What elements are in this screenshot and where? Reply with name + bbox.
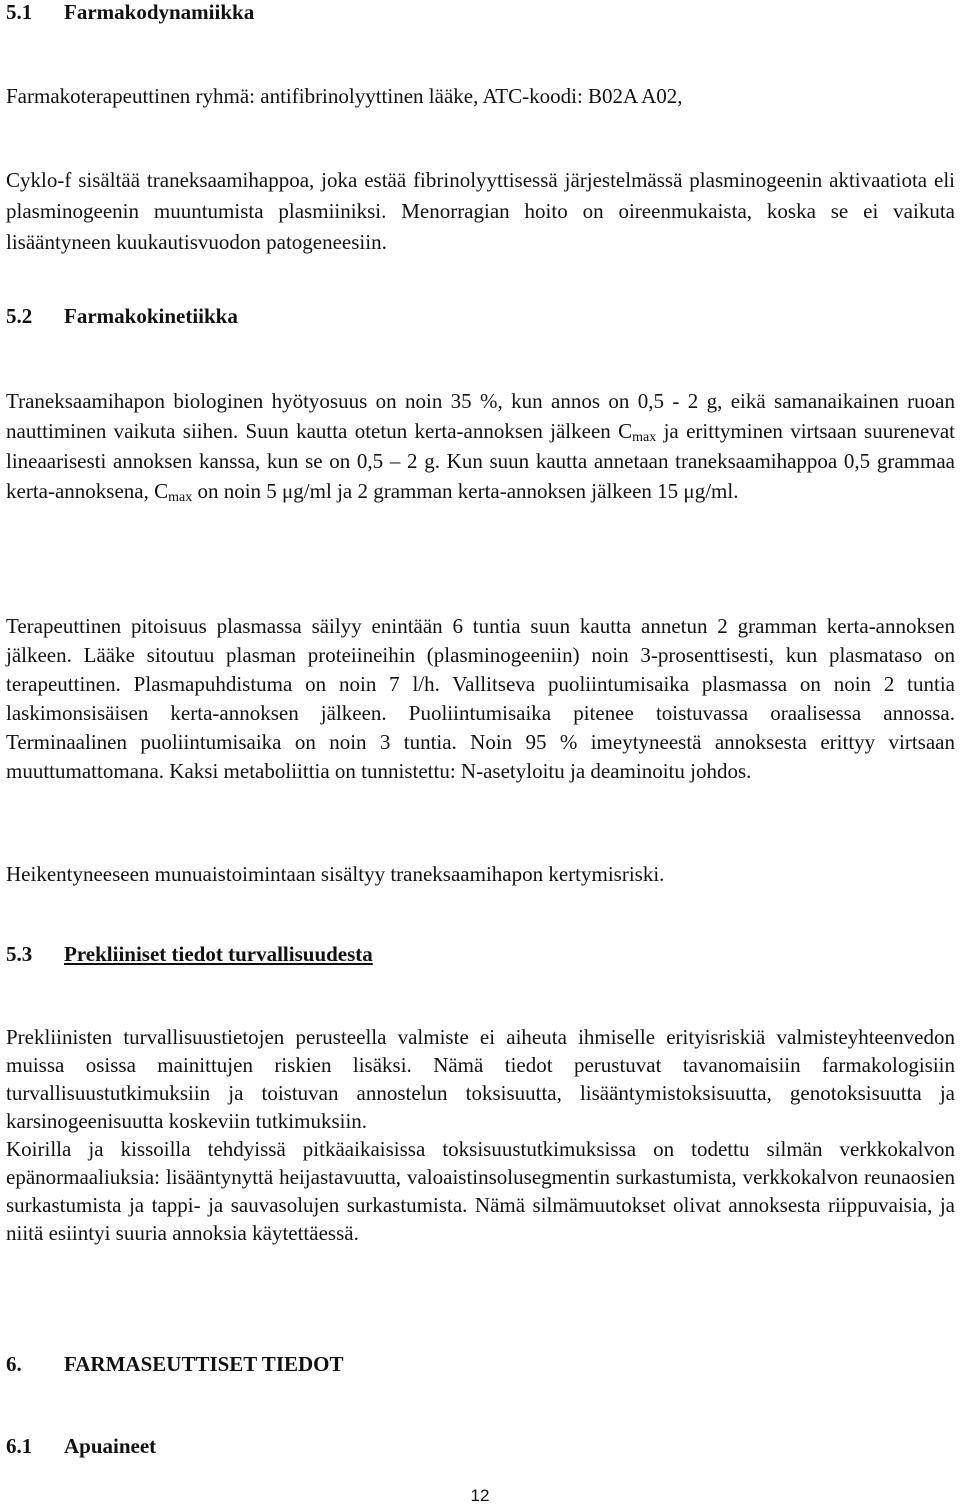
page-number: 12 (470, 1486, 490, 1505)
section-title: Apuaineet (64, 1434, 157, 1458)
pharmacotherapeutic-group: Farmakoterapeuttinen ryhmä: antifibrinolyyttinen lääke, ATC-koodi: B02A A02, (6, 84, 683, 108)
section-number: 6. (6, 1352, 22, 1376)
section-title: Farmakodynamiikka (64, 0, 255, 24)
paragraph-bioavailability (6, 386, 955, 506)
section-6-heading (6, 1350, 955, 1378)
paragraph-mechanism: Cyklo-f sisältää traneksaamihappoa, joka estää fibrinolyyttisessä järjestelmässä plasminogeenin aktivaatiota eli plasminogeenin muuntumista plasmiiniksi. Menorragian hoito on oireenmukaista, koska se ei vaikuta lisääntyneen kuukautisvuodon patogeneesiin. (6, 168, 955, 254)
paragraph-preclinical: Prekliinisten turvallisuustietojen perusteella valmiste ei aiheuta ihmiselle erityisriskiä valmisteyhteenvedon muissa osissa mainittujen riskien lisäksi. Nämä tiedot perustuvat tavanomaisiin farmakologisiin turvallisuustutkimuksiin ja toistuvan annostelun toksisuutta, lisääntymistoksisuutta, genotoksisuutta ja karsinogeenisuutta koskeviin tutkimuksiin. (6, 1025, 955, 1133)
section-title: Farmakokinetiikka (64, 304, 238, 328)
section-title: Prekliiniset tiedot turvallisuudesta (64, 942, 373, 966)
text-run: ja erittyminen virtsaan suurenevat lineaarisesti annoksen kanssa, kun se on 0,5 – 2 g. Kun suun kautta annetaan traneksaamihappoa 0,5 grammaa kerta-annoksena, C (6, 419, 955, 503)
section-number: 6.1 (6, 1434, 33, 1458)
section-6-1-heading (6, 1432, 955, 1460)
section-number: 5.1 (6, 0, 33, 24)
section-title: FARMASEUTTISET TIEDOT (64, 1352, 344, 1376)
paragraph-animal-studies: Koirilla ja kissoilla tehdyissä pitkäaikaisissa toksisuustutkimuksissa on todettu silmän verkkokalvon epänormaaliuksia: lisääntynyttä heijastavuutta, valoaistinsolusegmentin surkastumista, verkkokalvon reunaosien surkastumista ja tappi- ja sauvasolujen surkastumista. Nämä silmämuutokset olivat annoksesta riippuvaisia, ja niitä esiintyi suuria annoksia käytettäessä. (6, 1137, 955, 1245)
text-run: Traneksaamihapon biologinen hyötyosuus on noin 35 %, kun annos on 0,5 - 2 g, eikä samanaikainen ruoan nauttiminen vaikuta siihen. Suun kautta otetun kerta-annoksen jälkeen C (6, 389, 955, 443)
subscript-max: max (632, 430, 657, 445)
section-number: 5.3 (6, 942, 33, 966)
paragraph-renal-impairment: Heikentyneeseen munuaistoimintaan sisältyy traneksaamihapon kertymisriski. (6, 862, 665, 886)
text-run: on noin 5 μg/ml ja 2 gramman kerta-annoksen jälkeen 15 μg/ml. (192, 479, 739, 503)
section-5-1-heading (6, 0, 955, 26)
section-number: 5.2 (6, 304, 33, 328)
section-5-3-heading (6, 940, 955, 968)
subscript-max: max (168, 490, 193, 505)
section-5-2-heading (6, 302, 955, 330)
paragraph-therapeutic-levels: Terapeuttinen pitoisuus plasmassa säilyy enintään 6 tuntia suun kautta annetun 2 gramman kerta-annoksen jälkeen. Lääke sitoutuu plasman proteiineihin (plasminogeeniin) noin 3-prosenttisesti, kun plasmataso on terapeuttinen. Plasmapuhdistuma on noin 7 l/h. Vallitseva puoliintumisaika plasmassa on noin 2 tuntia laskimonsisäisen kerta-annoksen jälkeen. Puoliintumisaika pitenee toistuvassa oraalisessa annossa. Terminaalinen puoliintumisaika on noin 3 tuntia. Noin 95 % imeytyneestä annoksesta erittyy virtsaan muuttumattomana. Kaksi metaboliittia on tunnistettu: N-asetyloitu ja deaminoitu johdos. (6, 614, 955, 783)
